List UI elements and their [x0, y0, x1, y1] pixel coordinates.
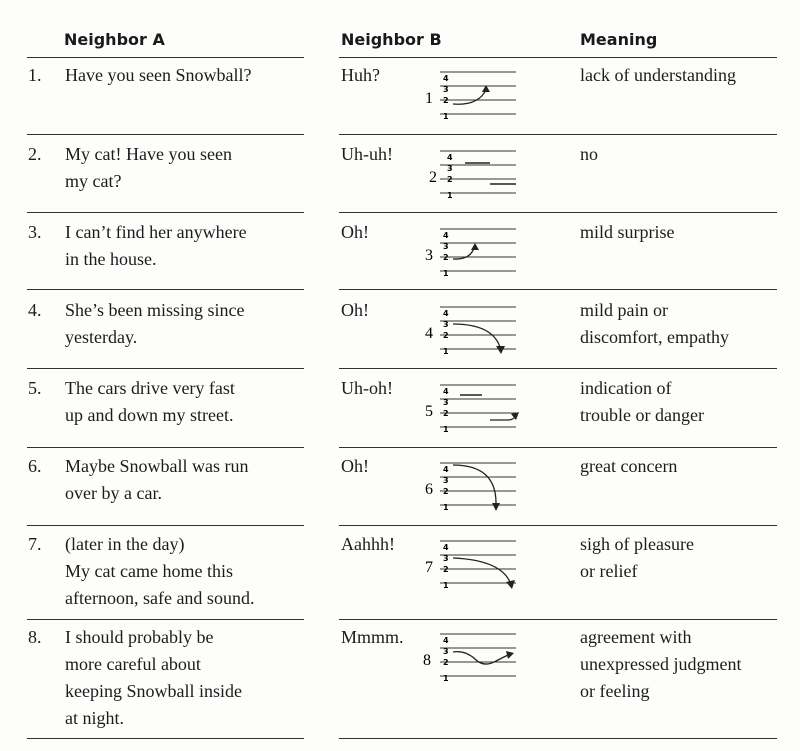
- level-4: 4: [447, 153, 453, 162]
- diagram-8-label: 8: [423, 652, 431, 669]
- rule-row-4-left: [27, 368, 304, 369]
- row-4-m-line-1: mild pain or: [580, 300, 668, 320]
- rule-row-7-right: [339, 619, 777, 620]
- level-4: 4: [443, 465, 449, 474]
- pitch-diagram-2: [420, 145, 520, 205]
- rule-row-6-right: [339, 525, 777, 526]
- row-1-neighbor-a: [65, 62, 251, 89]
- row-2-meaning: [580, 141, 598, 168]
- row-2-m-line-1: no: [580, 144, 598, 164]
- level-3: 3: [443, 320, 449, 329]
- row-8-m-line-1: agreement with: [580, 627, 692, 647]
- diagram-4-label: 4: [425, 325, 433, 342]
- rule-row-4-right: [339, 368, 777, 369]
- row-5-neighbor-a: [65, 375, 235, 429]
- header-neighbor-a: Neighbor A: [64, 30, 165, 49]
- row-6-number: 6.: [28, 456, 42, 476]
- level-1: 1: [443, 425, 449, 434]
- level-2: 2: [443, 253, 449, 262]
- pitch-diagram-1: [420, 66, 520, 126]
- row-7-neighbor-b: Aahhh!: [341, 534, 395, 554]
- row-6-m-line-1: great concern: [580, 456, 678, 476]
- diagram-3-label: 3: [425, 247, 433, 264]
- level-3: 3: [443, 476, 449, 485]
- level-2: 2: [443, 409, 449, 418]
- row-2-a-line-2: my cat?: [65, 171, 122, 191]
- diagram-6-label: 6: [425, 481, 433, 498]
- row-7-m-line-2: or relief: [580, 561, 638, 581]
- row-3-number: 3.: [28, 222, 42, 242]
- level-2: 2: [443, 565, 449, 574]
- row-5-a-line-2: up and down my street.: [65, 405, 234, 425]
- level-1: 1: [443, 347, 449, 356]
- rule-row-2-right: [339, 212, 777, 213]
- row-3-m-line-1: mild surprise: [580, 222, 675, 242]
- row-5-meaning: [580, 375, 704, 429]
- rule-row-6-left: [27, 525, 304, 526]
- row-3-neighbor-a: [65, 219, 247, 273]
- row-3-neighbor-b: Oh!: [341, 222, 369, 242]
- rule-row-5-right: [339, 447, 777, 448]
- row-6-neighbor-a: [65, 453, 248, 507]
- level-3: 3: [443, 398, 449, 407]
- row-8-neighbor-a: [65, 624, 242, 732]
- level-1: 1: [443, 503, 449, 512]
- level-1: 1: [443, 269, 449, 278]
- header-meaning: Meaning: [580, 30, 658, 49]
- row-2-neighbor-b: Uh-uh!: [341, 144, 393, 164]
- pitch-diagram-4: [420, 301, 520, 361]
- row-8-a-line-1: I should probably be: [65, 627, 214, 647]
- row-5-neighbor-b: Uh-oh!: [341, 378, 393, 398]
- row-7-m-line-1: sigh of pleasure: [580, 534, 694, 554]
- row-5-m-line-2: trouble or danger: [580, 405, 704, 425]
- level-4: 4: [443, 74, 449, 83]
- row-6-a-line-2: over by a car.: [65, 483, 162, 503]
- row-5-number: 5.: [28, 378, 42, 398]
- row-8-a-line-4: at night.: [65, 708, 124, 728]
- row-5-m-line-1: indication of: [580, 378, 672, 398]
- row-1-neighbor-b: Huh?: [341, 65, 380, 85]
- row-8-m-line-3: or feeling: [580, 681, 650, 701]
- row-4-a-line-1: She’s been missing since: [65, 300, 245, 320]
- row-3-a-line-2: in the house.: [65, 249, 157, 269]
- row-8-a-line-3: keeping Snowball inside: [65, 681, 242, 701]
- row-8-neighbor-b: Mmmm.: [341, 627, 404, 647]
- row-8-meaning: [580, 624, 741, 705]
- rule-row-1-right: [339, 134, 777, 135]
- row-7-neighbor-a: [65, 531, 254, 612]
- rule-row-3-right: [339, 289, 777, 290]
- row-3-a-line-1: I can’t find her anywhere: [65, 222, 247, 242]
- level-2: 2: [443, 96, 449, 105]
- rule-row-7-left: [27, 619, 304, 620]
- level-1: 1: [447, 191, 453, 200]
- level-1: 1: [443, 674, 449, 683]
- rule-row-1-left: [27, 134, 304, 135]
- pitch-diagram-5: [420, 379, 520, 439]
- level-4: 4: [443, 543, 449, 552]
- pitch-diagram-7: [420, 535, 520, 595]
- row-5-a-line-1: The cars drive very fast: [65, 378, 235, 398]
- level-3: 3: [443, 85, 449, 94]
- level-4: 4: [443, 636, 449, 645]
- rule-header-right: [339, 57, 777, 58]
- row-7-a-line-3: afternoon, safe and sound.: [65, 588, 255, 608]
- row-4-m-line-2: discomfort, empathy: [580, 327, 729, 347]
- level-4: 4: [443, 387, 449, 396]
- level-3: 3: [443, 647, 449, 656]
- row-8-a-line-2: more careful about: [65, 654, 201, 674]
- level-3: 3: [447, 164, 453, 173]
- level-1: 1: [443, 581, 449, 590]
- rule-row-2-left: [27, 212, 304, 213]
- rule-row-8-right: [339, 738, 777, 739]
- row-2-number: 2.: [28, 144, 42, 164]
- pitch-diagram-3: [420, 223, 520, 283]
- row-1-a-line-1: Have you seen Snowball?: [65, 65, 252, 85]
- level-2: 2: [447, 175, 453, 184]
- level-4: 4: [443, 309, 449, 318]
- row-6-meaning: [580, 453, 677, 480]
- level-4: 4: [443, 231, 449, 240]
- row-7-a-line-2: My cat came home this: [65, 561, 233, 581]
- row-3-meaning: [580, 219, 675, 246]
- rule-row-3-left: [27, 289, 304, 290]
- row-1-m-line-1: lack of understanding: [580, 65, 736, 85]
- row-6-neighbor-b: Oh!: [341, 456, 369, 476]
- diagram-5-label: 5: [425, 403, 433, 420]
- row-6-a-line-1: Maybe Snowball was run: [65, 456, 249, 476]
- diagram-2-label: 2: [429, 169, 437, 186]
- level-3: 3: [443, 242, 449, 251]
- row-4-number: 4.: [28, 300, 42, 320]
- level-1: 1: [443, 112, 449, 121]
- diagram-1-label: 1: [425, 90, 433, 107]
- rule-row-5-left: [27, 447, 304, 448]
- level-3: 3: [443, 554, 449, 563]
- pitch-diagram-8: [420, 628, 520, 688]
- row-1-number: 1.: [28, 65, 42, 85]
- rule-header-left: [27, 57, 304, 58]
- row-1-meaning: [580, 62, 736, 89]
- row-4-neighbor-b: Oh!: [341, 300, 369, 320]
- level-2: 2: [443, 331, 449, 340]
- row-8-number: 8.: [28, 627, 42, 647]
- pitch-diagram-6: [420, 457, 520, 517]
- header-neighbor-b: Neighbor B: [341, 30, 442, 49]
- diagram-7-label: 7: [425, 559, 433, 576]
- row-4-a-line-2: yesterday.: [65, 327, 138, 347]
- row-4-neighbor-a: [65, 297, 244, 351]
- row-2-neighbor-a: [65, 141, 232, 195]
- rule-row-8-left: [27, 738, 304, 739]
- level-2: 2: [443, 487, 449, 496]
- row-2-a-line-1: My cat! Have you seen: [65, 144, 232, 164]
- row-8-m-line-2: unexpressed judgment: [580, 654, 742, 674]
- level-2: 2: [443, 658, 449, 667]
- row-7-number: 7.: [28, 534, 42, 554]
- row-7-a-line-1: (later in the day): [65, 534, 185, 554]
- row-4-meaning: [580, 297, 729, 351]
- row-7-meaning: [580, 531, 694, 585]
